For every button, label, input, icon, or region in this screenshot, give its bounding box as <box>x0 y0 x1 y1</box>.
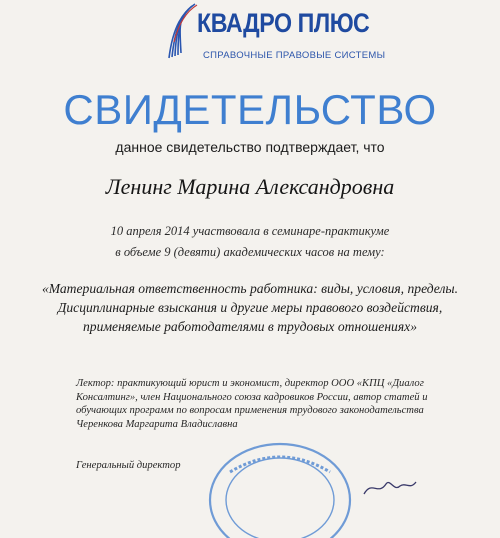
confirm-text: данное свидетельство подтверждает, что <box>115 139 385 155</box>
feather-logo-icon <box>165 2 199 62</box>
recipient-name: Ленинг Марина Александровна <box>105 174 395 199</box>
stamp-icon <box>200 438 360 538</box>
logo <box>165 2 386 68</box>
topic-line: Дисциплинарные взыскания и другие меры правового воздействия, <box>57 300 443 315</box>
seminar-topic <box>30 279 470 336</box>
lecturer-line: Консалтинг», член Национального союза кадровиков России, автор статей и <box>76 391 428 403</box>
signature-icon <box>360 474 420 500</box>
event-details <box>0 221 500 263</box>
logo-tagline: СПРАВОЧНЫЕ ПРАВОВЫЕ СИСТЕМЫ <box>203 50 386 61</box>
signatory <box>76 459 181 472</box>
lecturer-info <box>76 377 456 431</box>
lecturer-line: Лектор: практикующий юрист и экономист, директор ООО «КПЦ «Диалог <box>76 378 424 389</box>
signatory-title: Генеральный директор <box>76 460 181 471</box>
certificate-title: СВИДЕТЕЛЬСТВО <box>63 86 437 133</box>
topic-line: применяемые работодателями в трудовых отношениях» <box>82 319 418 334</box>
topic-line: «Материальная ответственность работника: виды, условия, пределы. <box>41 281 459 296</box>
lecturer-line: обучающих программ по вопросам применения трудового законодательства <box>76 405 424 416</box>
event-date-line: 10 апреля 2014 участвовала в семинаре-практикуме <box>110 224 390 238</box>
lecturer-name: Черенкова Маргарита Владиславна <box>76 418 238 430</box>
event-hours-line: в объеме 9 (девяти) академических часов на тему: <box>115 245 385 259</box>
logo-brand: КВАДРО ПЛЮС <box>197 8 370 38</box>
